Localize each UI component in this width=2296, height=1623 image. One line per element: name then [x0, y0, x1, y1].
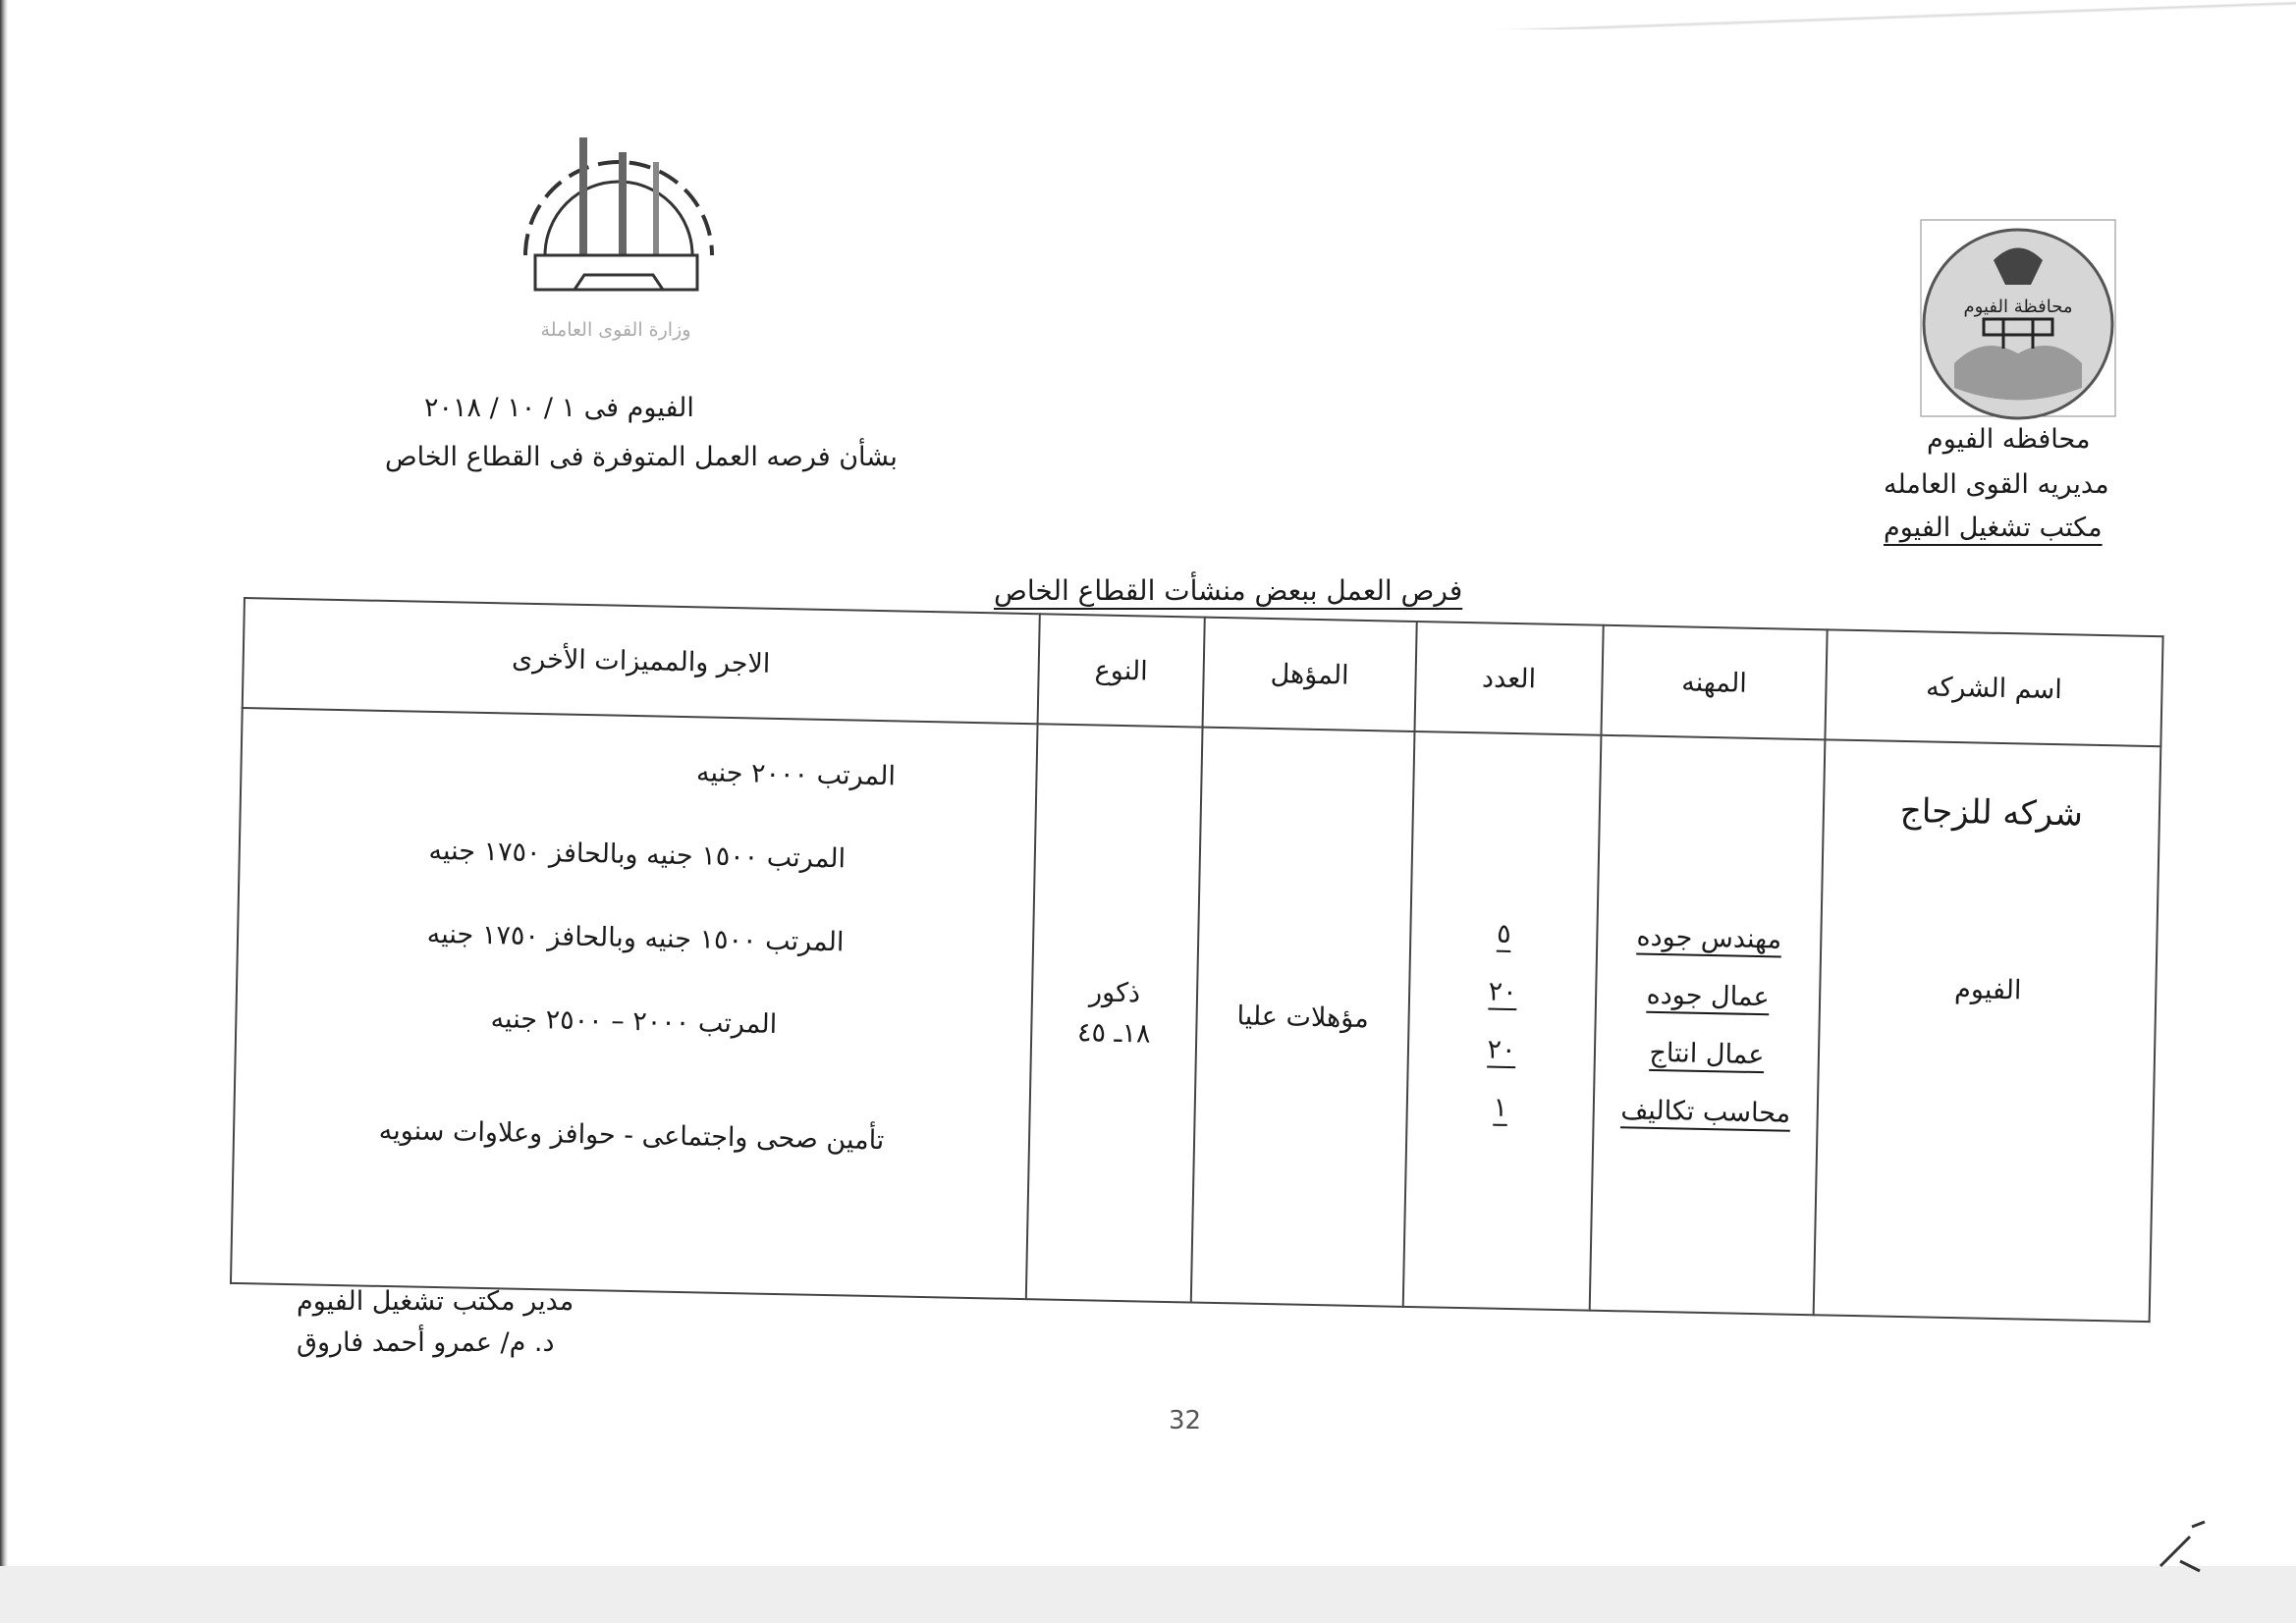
scan-left-edge — [0, 0, 8, 1623]
letter-date: الفيوم فى ١ / ١٠ / ٢٠١٨ — [424, 393, 694, 423]
benefit-line: المرتب ١٥٠٠ جنيه وبالحافز ١٧٥٠ جنيه — [428, 835, 847, 875]
header-qualification: المؤهل — [1203, 618, 1417, 731]
cell-counts — [1403, 731, 1602, 1311]
scan-bottom-margin — [0, 1566, 2296, 1623]
cell-company — [1814, 739, 2161, 1322]
governorate-logo-text: محافظة الفيوم — [1963, 297, 2073, 317]
header-count: العدد — [1414, 622, 1603, 735]
page-number: 32 — [1169, 1406, 1202, 1435]
count-item: ٥ — [1496, 918, 1511, 949]
count-item: ٢٠ — [1488, 976, 1518, 1008]
cell-gender — [1026, 724, 1203, 1302]
header-benefits: الاجر والمميزات الأخرى — [243, 598, 1040, 724]
ministry-logo — [506, 118, 727, 353]
profession-item: محاسب تكاليف — [1620, 1095, 1791, 1129]
benefit-line: المرتب ٢٠٠٠ – ٢٥٠٠ جنيه — [490, 1003, 778, 1040]
profession-item: عمال انتاج — [1649, 1037, 1765, 1071]
benefit-line: تأمين صحى واجتماعى - حوافز وعلاوات سنويه — [378, 1114, 885, 1157]
cell-professions — [1590, 735, 1826, 1315]
cell-benefits — [231, 708, 1038, 1299]
count-item: ٢٠ — [1487, 1034, 1516, 1066]
gender-value: ذكور — [1088, 977, 1141, 1009]
header-company: اسم الشركه — [1825, 629, 2162, 746]
governorate-logo — [1915, 216, 2121, 422]
governorate-name: محافظه الفيوم — [1927, 424, 2091, 455]
benefit-line: المرتب ٢٠٠٠ جنيه — [695, 757, 897, 792]
ministry-logo-text: وزارة القوى العاملة — [540, 319, 691, 341]
signature-name: د. م/ عمرو أحمد فاروق — [297, 1327, 555, 1358]
scan-corner-mark — [2151, 1517, 2210, 1576]
age-range-value: ١٨ـ ٤٥ — [1076, 1017, 1151, 1050]
table-row — [231, 708, 2160, 1322]
header-profession: المهنه — [1601, 625, 1827, 740]
company-name: شركه للزجاج — [1899, 790, 2084, 835]
letter-subject: بشأن فرصه العمل المتوفرة فى القطاع الخاص — [385, 442, 898, 472]
benefit-line: المرتب ١٥٠٠ جنيه وبالحافز ١٧٥٠ جنيه — [426, 918, 845, 958]
signature-title: مدير مكتب تشغيل الفيوم — [297, 1286, 574, 1317]
company-city: الفيوم — [1953, 974, 2022, 1006]
count-item: ١ — [1493, 1092, 1508, 1123]
profession-item: عمال جوده — [1646, 979, 1770, 1013]
jobs-table-wrapper — [230, 597, 2162, 1323]
table-title: فرص العمل ببعض منشأت القطاع الخاص — [994, 574, 1463, 607]
header-gender: النوع — [1038, 614, 1205, 727]
profession-item: مهندس جوده — [1636, 921, 1782, 955]
directorate-name: مديريه القوى العامله — [1884, 469, 2109, 500]
scan-top-edge — [1336, 0, 2296, 29]
cell-qualification: مؤهلات عليا — [1191, 728, 1415, 1307]
jobs-table — [230, 597, 2164, 1323]
office-name: مكتب تشغيل الفيوم — [1884, 513, 2103, 543]
